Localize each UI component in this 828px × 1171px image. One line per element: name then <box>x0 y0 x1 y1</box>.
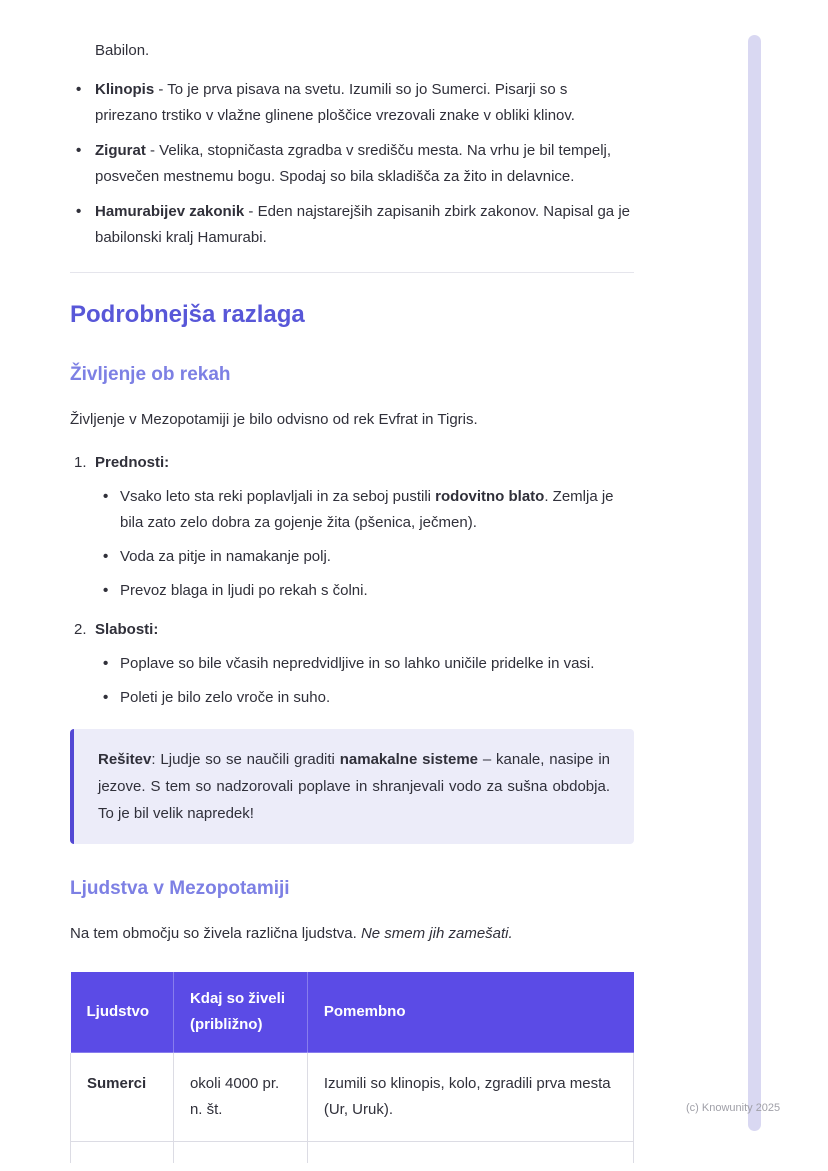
numbered-item-label: Slabosti: <box>95 621 159 638</box>
table-row <box>71 1142 634 1163</box>
bullet-icon: • <box>76 81 82 98</box>
bullet-icon: • <box>103 689 109 706</box>
list-number: 2. <box>74 621 87 638</box>
section-title: Podrobnejša razlaga <box>70 301 305 328</box>
table-header-cell: Kdaj so živeli (približno) <box>173 972 307 1053</box>
subsection-title-peoples: Ljudstva v Mezopotamiji <box>70 878 290 899</box>
table-header-cell: Ljudstvo <box>71 972 174 1053</box>
list-item-text: Klinopis - To je prva pisava na svetu. Izumili so jo Sumerci. Pisarji so s prirezano trstiko v vlažne glinene ploščice vrezovali znake v obliki klinov. <box>95 81 575 124</box>
table-cell <box>71 1142 174 1163</box>
list-item <box>70 484 634 536</box>
table-header-row <box>71 972 634 1053</box>
callout-text: Rešitev: Ljudje so se naučili graditi namakalne sisteme – kanale, nasipe in jezove. S tem so nadzorovali poplave in shranjevali vodo za sušna obdobja. To je bil velik napredek! <box>98 751 611 822</box>
table-cell: Sumerci <box>71 1053 174 1142</box>
list-item-text: Prevoz blaga in ljudi po rekah s čolni. <box>120 582 368 599</box>
table-row <box>71 1053 634 1142</box>
list-item-text: Vsako leto sta reki poplavljali in za seboj pustili rodovitno blato. Zemlja je bila zato zelo dobra za gojenje žita (pšenica, ječmen). <box>120 488 614 531</box>
numbered-item-heading <box>70 450 634 476</box>
bullet-icon: • <box>103 548 109 565</box>
list-item-text: Poleti je bilo zelo vroče in suho. <box>120 689 331 706</box>
document-content <box>70 38 634 1163</box>
table-cell: okoli 4000 pr. n. št. <box>173 1053 307 1142</box>
list-item-text: Poplave so bile včasih nepredvidljive in so lahko uničile pridelke in vasi. <box>120 655 595 672</box>
scrollbar-track[interactable] <box>748 35 761 1131</box>
bullet-icon: • <box>103 655 109 672</box>
bullet-icon: • <box>76 142 82 159</box>
table-header-cell: Pomembno <box>307 972 633 1053</box>
paragraph-partial: Babilon. <box>95 42 150 59</box>
sub-bullet-list <box>70 651 634 711</box>
subsection-title-rivers: Življenje ob rekah <box>70 364 231 385</box>
list-item <box>70 651 634 677</box>
table-cell <box>307 1142 633 1163</box>
bullet-icon: • <box>76 203 82 220</box>
list-item-text: Zigurat - Velika, stopničasta zgradba v središču mesta. Na vrhu je bil tempelj, posvečen mestnemu bogu. Spodaj so bila skladišča za žito in delavnice. <box>95 142 612 185</box>
numbered-item-heading <box>70 617 634 643</box>
numbered-item-label: Prednosti: <box>95 454 170 471</box>
sub-bullet-list <box>70 484 634 604</box>
list-item-text: Voda za pitje in namakanje polj. <box>120 548 331 565</box>
bullet-icon: • <box>103 582 109 599</box>
paragraph: Na tem območju so živela različna ljudstva. Ne smem jih zamešati. <box>70 925 513 942</box>
watermark: (c) Knowunity 2025 <box>686 1102 781 1114</box>
bullet-icon: • <box>103 488 109 505</box>
list-item <box>70 199 634 251</box>
term-definition-list <box>70 77 634 251</box>
list-item <box>70 578 634 604</box>
list-item <box>70 138 634 190</box>
section-divider <box>70 272 634 273</box>
paragraph: Življenje v Mezopotamiji je bilo odvisno od rek Evfrat in Tigris. <box>70 411 478 428</box>
list-number: 1. <box>74 454 87 471</box>
numbered-item <box>70 617 634 711</box>
pros-cons-list <box>70 450 634 711</box>
list-item <box>70 685 634 711</box>
callout-box <box>70 729 634 844</box>
list-item <box>70 77 634 129</box>
list-item <box>70 544 634 570</box>
peoples-table <box>70 971 634 1163</box>
numbered-item <box>70 450 634 604</box>
table-cell: Izumili so klinopis, kolo, zgradili prva mesta (Ur, Uruk). <box>307 1053 633 1142</box>
list-item-text: Hamurabijev zakonik - Eden najstarejših zapisanih zbirk zakonov. Napisal ga je babilonski kralj Hamurabi. <box>95 203 630 246</box>
table-cell <box>173 1142 307 1163</box>
